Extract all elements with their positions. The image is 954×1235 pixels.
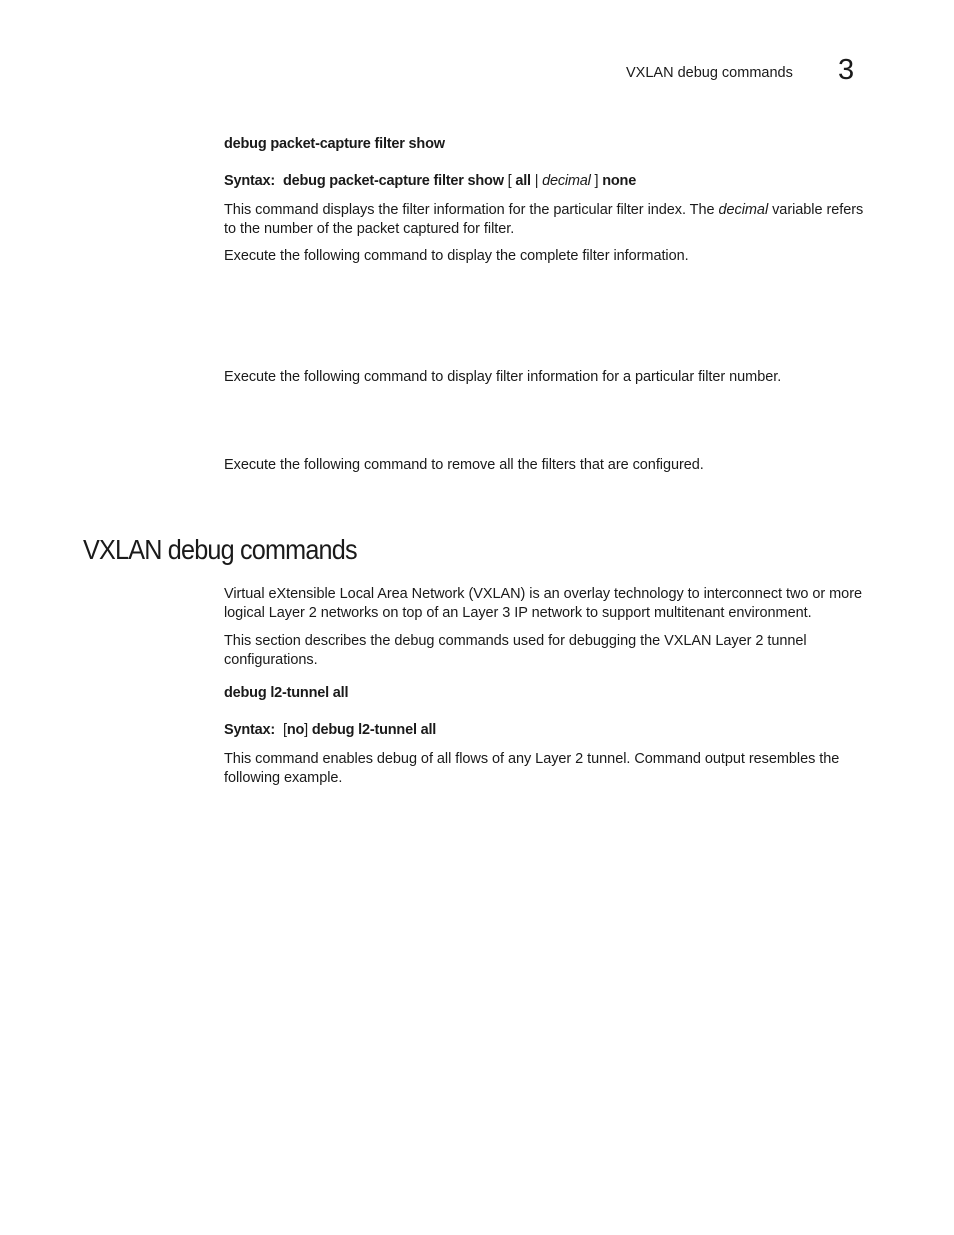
- exec-particular-filter-text: Execute the following command to display filter information for a particular filter number.: [224, 369, 782, 385]
- exec-complete-filter-text: Execute the following command to display the complete filter information.: [224, 248, 689, 264]
- l2-tunnel-description: This command enables debug of all flows of any Layer 2 tunnel. Command output resembles the following example.: [224, 751, 840, 786]
- syntax-pipe: |: [534, 173, 539, 189]
- syntax-command: debug packet-capture filter show: [282, 173, 504, 189]
- syntax-line-l2-tunnel: [224, 722, 436, 738]
- description-part2: variable refers to the number of the packet captured for filter.: [224, 202, 864, 237]
- command-heading-l2-tunnel: debug l2-tunnel all: [224, 685, 349, 701]
- vxlan-describes-paragraph: This section describes the debug commands used for debugging the VXLAN Layer 2 tunnel configurations.: [224, 633, 807, 668]
- section-title-vxlan: VXLAN debug commands: [83, 534, 357, 565]
- vxlan-intro-paragraph: Virtual eXtensible Local Area Network (VXLAN) is an overlay technology to interconnect two or more logical Layer 2 networks on top of an Layer 3 IP network to support multitenant environment.: [224, 586, 862, 621]
- syntax-label: Syntax:: [224, 722, 275, 738]
- syntax-option-all: all: [515, 173, 531, 189]
- syntax-bracket-open: [: [507, 173, 512, 189]
- chapter-number: 3: [838, 54, 855, 86]
- syntax-bracket-open: [: [282, 722, 287, 738]
- description-variable: decimal: [718, 202, 769, 218]
- running-header-title: VXLAN debug commands: [626, 65, 793, 81]
- exec-remove-filters-text: Execute the following command to remove all the filters that are configured.: [224, 457, 704, 473]
- syntax-option-no: no: [286, 722, 305, 738]
- description-part1: This command displays the filter information for the particular filter index. The: [224, 202, 715, 218]
- syntax-bracket-close: ]: [304, 722, 308, 738]
- syntax-bracket-close: ]: [594, 173, 599, 189]
- packet-capture-description: [224, 201, 874, 238]
- syntax-variable-decimal: decimal: [542, 173, 591, 189]
- command-heading-packet-capture: debug packet-capture filter show: [224, 136, 445, 152]
- syntax-label: Syntax:: [224, 173, 275, 189]
- syntax-line-packet-capture: [224, 173, 636, 189]
- syntax-option-none: none: [602, 173, 637, 189]
- syntax-command: debug l2-tunnel all: [311, 722, 437, 738]
